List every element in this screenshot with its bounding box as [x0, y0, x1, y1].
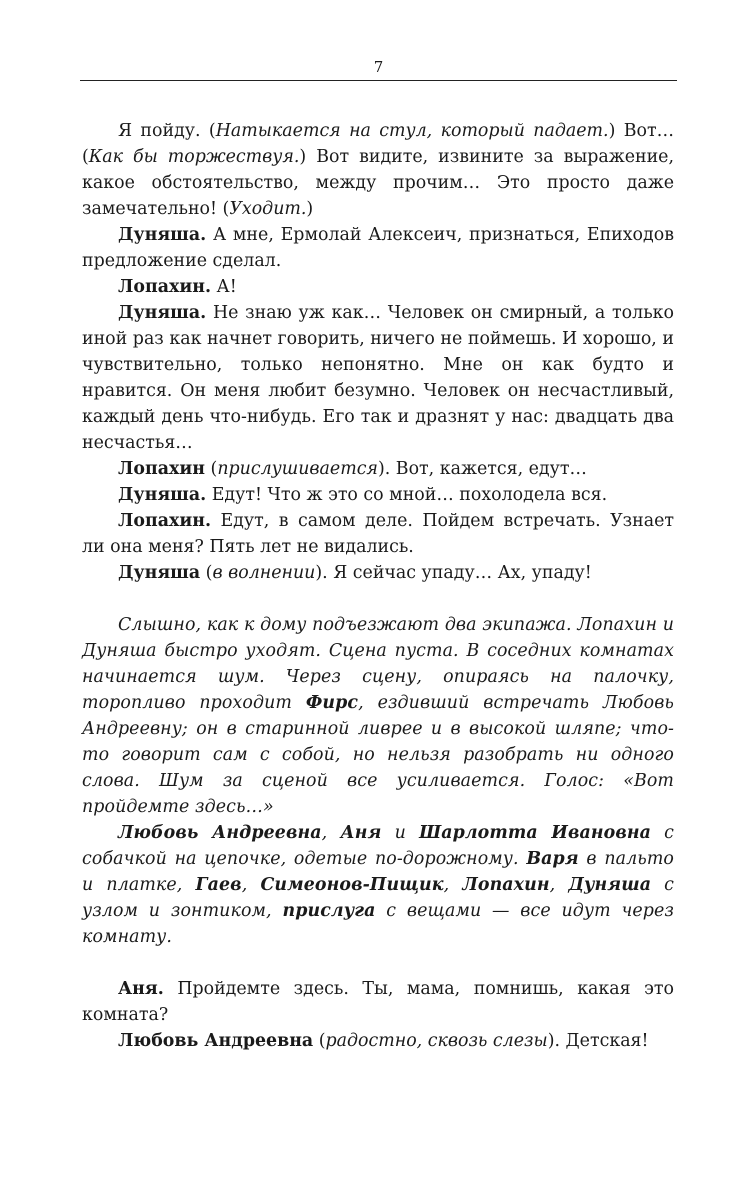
speaker-name: Дуняша [118, 563, 201, 583]
dialogue-line: Любовь Андреевна (радостно, сквозь слезы). Детская! [118, 1031, 649, 1051]
speaker-name: Любовь Андреевна [118, 1031, 314, 1051]
dialogue-line: Лопахин. А! [118, 277, 237, 297]
speaker-name: Дуняша. [118, 303, 207, 323]
page-body [82, 118, 674, 1054]
stage-direction: Слышно, как к дому подъезжают два экипажа. Лопахин и Дуняша быстро уходят. Сцена пуста. В соседних комнатах начинается шум. Через сцену, опираясь на палочку, торопливо проходит Фирс, ездивший встречать Любовь Андреевну; он в старинной ливрее и в высокой шляпе; что-то говорит сам с собой, но нельзя разобрать ни одного слова. Шум за сценой все усиливается. Голос: «Вот пройдемте здесь…» [82, 615, 674, 817]
dialogue-line: Аня. Пройдемте здесь. Ты, мама, помнишь, какая это комната? [82, 979, 674, 1025]
dialogue-line: Лопахин. Едут, в самом деле. Пойдем встречать. Узнает ли она меня? Пять лет не видались. [82, 511, 674, 557]
page-number: 7 [373, 58, 384, 76]
dialogue-line: Дуняша. Не знаю уж как… Человек он смирный, а только иной раз как начнет говорить, ничего не поймешь. И хорошо, и чувствительно, только непонятно. Мне он как будто и нравится. Он меня любит безумно. Человек он несчастливый, каждый день что-нибудь. Его так и дразнят у нас: двадцать два несчастья… [82, 303, 674, 453]
page-header [80, 58, 677, 81]
speaker-name: Дуняша. [118, 225, 207, 245]
dialogue-line: Дуняша. Едут! Что ж это со мной… похолодела вся. [118, 485, 608, 505]
speaker-name: Аня. [118, 979, 164, 999]
paragraph-epikhodov-exit: Я пойду. (Натыкается на стул, который падает.) Вот… (Как бы торжествуя.) Вот видите, извините за выражение, какое обстоятельство, между прочим… Это просто даже замечательно! (Уходит.) [82, 121, 674, 219]
dialogue-line: Лопахин (прислушивается). Вот, кажется, едут… [118, 459, 587, 479]
speaker-name: Лопахин. [118, 511, 212, 531]
speaker-name: Лопахин [118, 459, 205, 479]
dialogue-line: Дуняша (в волнении). Я сейчас упаду… Ах, упаду! [118, 563, 592, 583]
speaker-name: Лопахин. [118, 277, 212, 297]
speaker-name: Дуняша. [118, 485, 207, 505]
dialogue-line: Дуняша. А мне, Ермолай Алексеич, признаться, Епиходов предложение сделал. [82, 225, 674, 271]
stage-direction: Любовь Андреевна, Аня и Шарлотта Ивановна с собачкой на цепочке, одетые по-дорожному. Варя в пальто и платке, Гаев, Симеонов-Пищик, Лопахин, Дуняша с узлом и зонтиком, прислуга с вещами — все идут через комнату. [82, 823, 675, 947]
